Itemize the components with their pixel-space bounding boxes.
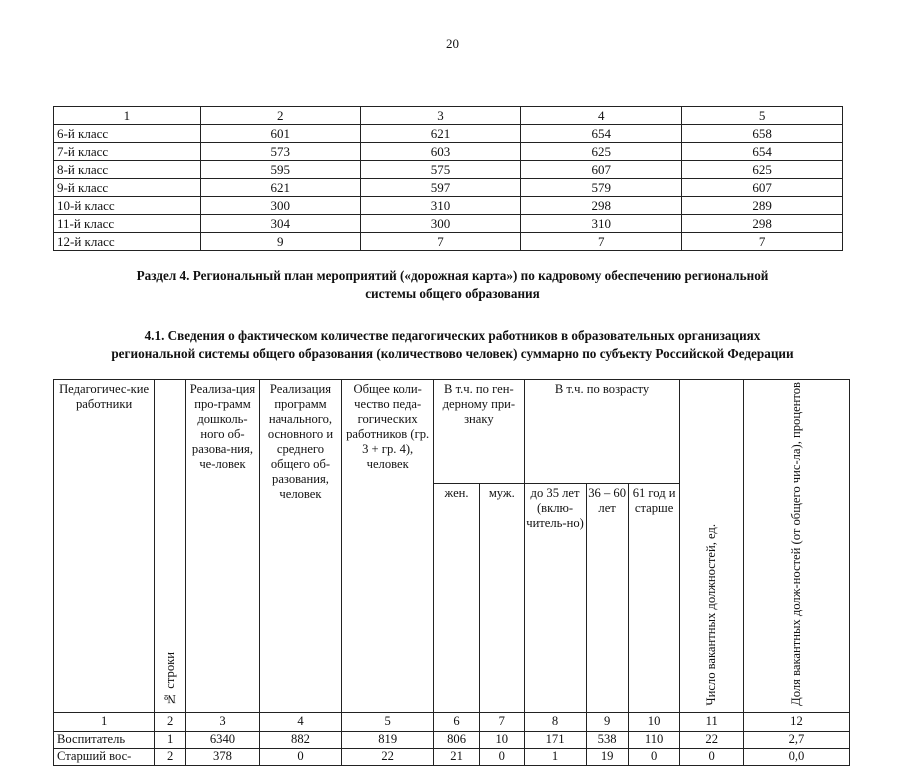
header-workers: Педагогичес-кие работники — [54, 380, 155, 713]
table-row — [54, 233, 843, 251]
subsection-heading-line2: региональной системы общего образования (количествово человек) суммарно по субъекту Российской Федерации — [111, 346, 794, 361]
header-male: муж. — [480, 484, 525, 713]
table-cell: 7 — [521, 233, 682, 251]
column-number: 6 — [434, 712, 480, 731]
column-number: 11 — [680, 712, 743, 731]
table-cell: 621 — [200, 179, 360, 197]
column-number: 9 — [586, 712, 628, 731]
header-female: жен. — [434, 484, 480, 713]
table-cell: 2,7 — [743, 731, 849, 748]
grade-label: 7-й класс — [54, 143, 201, 161]
table-cell: 298 — [521, 197, 682, 215]
table-cell: 19 — [586, 748, 628, 765]
table-cell: 1 — [524, 748, 586, 765]
column-number: 5 — [682, 107, 843, 125]
worker-label: Старший вос- — [54, 748, 155, 765]
table-row — [54, 197, 843, 215]
table-cell: 10 — [480, 731, 525, 748]
page-number: 20 — [446, 36, 459, 51]
header-vacant-share: Доля вакантных долж-ностей (от общего чис-ла), процентов — [743, 380, 849, 713]
header-total: Общее коли-чество педа-гогических работников (гр. 3 + гр. 4), человек — [342, 380, 434, 713]
table-cell: 300 — [200, 197, 360, 215]
table-cell: 819 — [342, 731, 434, 748]
table-cell: 538 — [586, 731, 628, 748]
grade-label: 12-й класс — [54, 233, 201, 251]
column-number: 12 — [743, 712, 849, 731]
column-number: 1 — [54, 712, 155, 731]
table-cell: 625 — [682, 161, 843, 179]
grade-label: 9-й класс — [54, 179, 201, 197]
table-row — [54, 215, 843, 233]
table-cell: 310 — [521, 215, 682, 233]
grade-label: 8-й класс — [54, 161, 201, 179]
subsection-heading-line1: 4.1. Сведения о фактическом количестве педагогических работников в образовательных организациях — [144, 328, 761, 343]
table-cell: 2 — [155, 748, 186, 765]
subsection-heading — [30, 327, 875, 363]
table-cell: 22 — [680, 731, 743, 748]
table-cell: 654 — [521, 125, 682, 143]
table-header-row — [54, 107, 843, 125]
table-cell: 298 — [682, 215, 843, 233]
table-cell: 597 — [360, 179, 521, 197]
table-cell: 625 — [521, 143, 682, 161]
table-cell: 6340 — [186, 731, 260, 748]
header-preschool: Реализа-ция про-грамм дошколь-ного об-разова-ния, че-ловек — [186, 380, 260, 713]
column-numbers-row — [54, 712, 850, 731]
table-cell: 882 — [259, 731, 341, 748]
table-cell: 601 — [200, 125, 360, 143]
table-cell: 1 — [155, 731, 186, 748]
table-cell: 0,0 — [743, 748, 849, 765]
table-cell: 658 — [682, 125, 843, 143]
grade-label: 10-й класс — [54, 197, 201, 215]
table-cell: 0 — [680, 748, 743, 765]
table-cell: 575 — [360, 161, 521, 179]
table-cell: 806 — [434, 731, 480, 748]
table-cell: 300 — [360, 215, 521, 233]
section-heading-line2: системы общего образования — [365, 286, 540, 301]
table-row — [54, 125, 843, 143]
grade-label: 6-й класс — [54, 125, 201, 143]
header-age: В т.ч. по возрасту — [524, 380, 680, 484]
table-cell: 9 — [200, 233, 360, 251]
teachers-count-table — [53, 379, 850, 766]
column-number: 4 — [521, 107, 682, 125]
column-number: 4 — [259, 712, 341, 731]
table-cell: 7 — [360, 233, 521, 251]
table-row — [54, 179, 843, 197]
worker-label: Воспитатель — [54, 731, 155, 748]
section-heading-line1: Раздел 4. Региональный план мероприятий («дорожная карта») по кадровому обеспечению региональной — [136, 268, 769, 283]
column-number: 3 — [360, 107, 521, 125]
table-cell: 110 — [628, 731, 680, 748]
table-row — [54, 731, 850, 748]
header-row-no: № строки — [155, 380, 186, 713]
header-age-61plus: 61 год и старше — [628, 484, 680, 713]
grade-label: 11-й класс — [54, 215, 201, 233]
table-cell: 0 — [480, 748, 525, 765]
table-cell: 0 — [628, 748, 680, 765]
column-number: 1 — [54, 107, 201, 125]
header-vacant: Число вакантных должностей, ед. — [680, 380, 743, 713]
table-cell: 7 — [682, 233, 843, 251]
table-cell: 595 — [200, 161, 360, 179]
table-row — [54, 161, 843, 179]
table-cell: 0 — [259, 748, 341, 765]
table-cell: 171 — [524, 731, 586, 748]
table-cell: 573 — [200, 143, 360, 161]
students-by-grade-table — [53, 106, 843, 251]
header-gender: В т.ч. по ген-дерному при-знаку — [434, 380, 524, 484]
column-number: 3 — [186, 712, 260, 731]
table-cell: 607 — [682, 179, 843, 197]
table-row — [54, 748, 850, 765]
column-number: 8 — [524, 712, 586, 731]
table-cell: 607 — [521, 161, 682, 179]
table-cell: 21 — [434, 748, 480, 765]
table-cell: 378 — [186, 748, 260, 765]
column-number: 7 — [480, 712, 525, 731]
table-cell: 289 — [682, 197, 843, 215]
header-general: Реализация программ начального, основного и среднего общего об-разования, человек — [259, 380, 341, 713]
column-number: 2 — [155, 712, 186, 731]
table-cell: 603 — [360, 143, 521, 161]
column-number: 2 — [200, 107, 360, 125]
table-cell: 579 — [521, 179, 682, 197]
table-cell: 22 — [342, 748, 434, 765]
table-cell: 304 — [200, 215, 360, 233]
table-cell: 621 — [360, 125, 521, 143]
header-age-under35: до 35 лет (вклю-читель-но) — [524, 484, 586, 713]
table-row — [54, 143, 843, 161]
section-heading — [30, 267, 875, 303]
table-cell: 310 — [360, 197, 521, 215]
column-number: 5 — [342, 712, 434, 731]
table-cell: 654 — [682, 143, 843, 161]
header-age-36-60: 36 – 60 лет — [586, 484, 628, 713]
column-number: 10 — [628, 712, 680, 731]
